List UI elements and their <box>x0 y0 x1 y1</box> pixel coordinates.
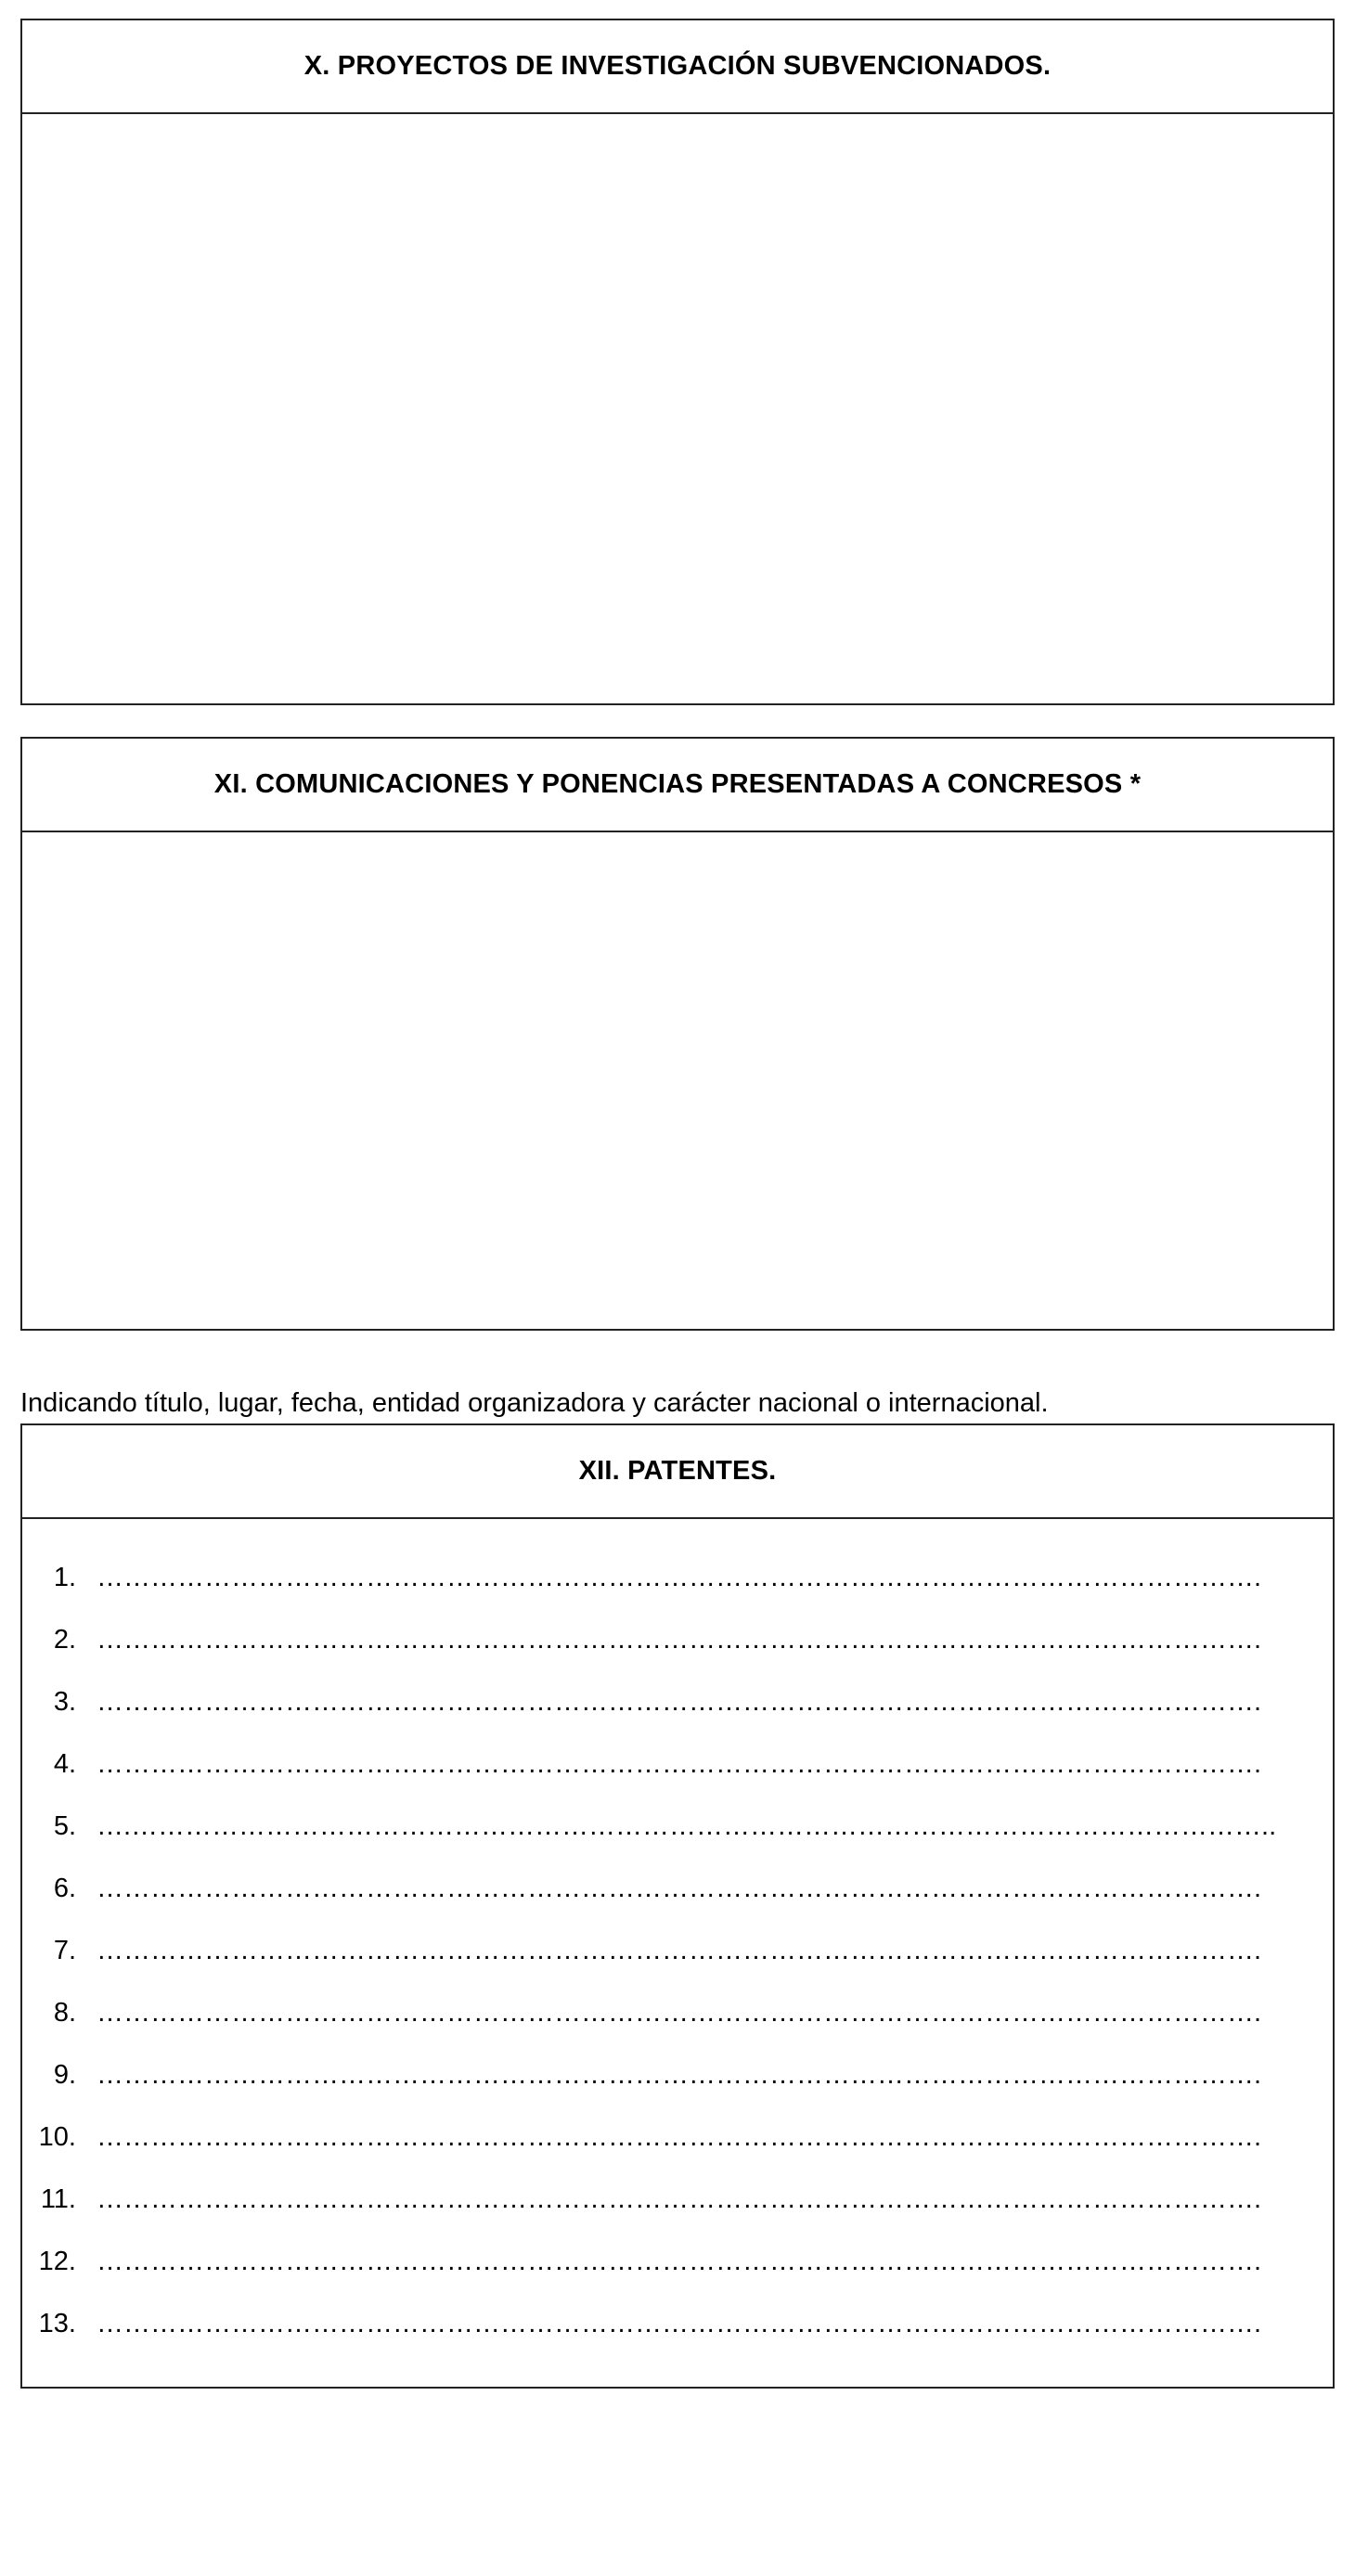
patent-item <box>22 1609 1333 1671</box>
patent-entry-line[interactable]: …………………………………………………………………………………………………………………. <box>97 1874 1262 1903</box>
patent-item <box>22 2044 1333 2106</box>
patent-entry-line[interactable]: …………………………………………………………………………………………………………………. <box>97 2060 1262 2090</box>
patent-item <box>22 2106 1333 2169</box>
patent-entry-line[interactable]: …………………………………………………………………………………………………………………. <box>97 2309 1262 2338</box>
patent-number: 13. <box>38 2309 76 2338</box>
patent-number: 2. <box>53 1625 76 1655</box>
patent-item <box>22 1733 1333 1796</box>
patent-number: 8. <box>53 1998 76 2028</box>
patent-number: 12. <box>38 2247 76 2276</box>
patent-item <box>22 1858 1333 1920</box>
patent-number: 6. <box>53 1874 76 1903</box>
patent-number: 4. <box>53 1749 76 1779</box>
patent-number: 1. <box>53 1563 76 1592</box>
patent-item <box>22 2169 1333 2231</box>
patent-entry-line[interactable]: …………………………………………………………………………………………………………………. <box>97 1625 1262 1655</box>
patent-number: 3. <box>53 1687 76 1717</box>
patent-entry-line[interactable]: …………………………………………………………………………………………………………………. <box>97 1936 1262 1965</box>
section-xi-communications <box>20 737 1335 1331</box>
patent-entry-line[interactable]: …………………………………………………………………………………………………………………. <box>97 2247 1262 2276</box>
patent-number: 10. <box>38 2122 76 2152</box>
section-x-title: X. PROYECTOS DE INVESTIGACIÓN SUBVENCIONADOS. <box>22 20 1333 114</box>
patent-entry-line[interactable]: …………………………………………………………………………………………………………………. <box>97 1563 1262 1592</box>
patent-item <box>22 1982 1333 2044</box>
patent-entry-line[interactable]: …………………………………………………………………………………………………………………. <box>97 1998 1262 2028</box>
patent-item <box>22 2293 1333 2355</box>
section-xi-title: XI. COMUNICACIONES Y PONENCIAS PRESENTADAS A CONCRESOS * <box>22 739 1333 832</box>
patent-entry-line[interactable]: ….……………………………………………………………………………………………………………….. <box>97 1811 1277 1841</box>
patent-item <box>22 2231 1333 2293</box>
section-xii-patents <box>20 1423 1335 2389</box>
patent-number: 7. <box>53 1936 76 1965</box>
patent-item <box>22 1547 1333 1609</box>
patent-number: 11. <box>40 2184 76 2214</box>
section-xi-footnote: Indicando título, lugar, fecha, entidad organizadora y carácter nacional o internacional. <box>20 1388 1049 1418</box>
patent-number: 9. <box>53 2060 76 2090</box>
patent-list <box>22 1547 1333 2355</box>
patent-entry-line[interactable]: …………………………………………………………………………………………………………………. <box>97 2122 1262 2152</box>
patent-item <box>22 1796 1333 1858</box>
patent-entry-line[interactable]: …………………………………………………………………………………………………………………. <box>97 2184 1262 2214</box>
section-x-research-projects <box>20 19 1335 705</box>
patent-number: 5. <box>53 1811 76 1841</box>
patent-item <box>22 1920 1333 1982</box>
patent-item <box>22 1671 1333 1733</box>
patent-entry-line[interactable]: …………………………………………………………………………………………………………………. <box>97 1687 1262 1717</box>
patent-entry-line[interactable]: …………………………………………………………………………………………………………………. <box>97 1749 1262 1779</box>
section-xii-title: XII. PATENTES. <box>22 1425 1333 1519</box>
